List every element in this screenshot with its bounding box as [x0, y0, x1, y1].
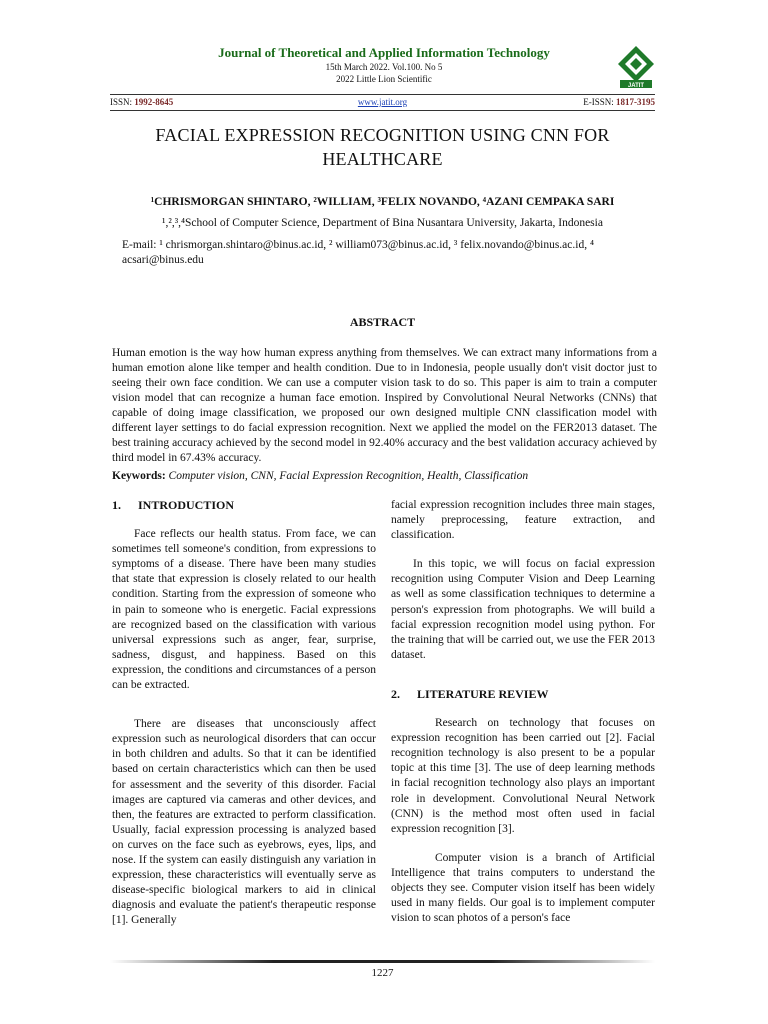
eissn: E-ISSN: 1817-3195 — [583, 97, 655, 107]
affiliation: ¹,²,³,⁴School of Computer Science, Department of Bina Nusantara University, Jakarta, Indonesia — [162, 217, 603, 229]
issue-date: 15th March 2022. Vol.100. No 5 — [325, 62, 443, 72]
publisher: 2022 Little Lion Scientific — [336, 74, 432, 84]
header-rule-2 — [110, 110, 655, 111]
logo-text: JATIT — [627, 83, 645, 89]
left-column — [112, 498, 376, 942]
intro-paragraph-4: In this topic, we will focus on facial expression recognition using Computer Vision and Deep Learning as well as some classification techniques to determine a person's expression from photographs. We will build a facial expression recognition model using python. For the training that will be carried out, we use the FER 2013 dataset. — [391, 558, 655, 661]
lit-paragraph-2: Computer vision is a branch of Artificial Intelligence that trains computers to understand the objects they see. Computer vision itself has been widely used in many fields. Our goal is to implement computer vision to scan photos of a person's face — [391, 851, 655, 925]
website-link[interactable]: www.jatit.org — [357, 97, 408, 107]
keywords-label: Keywords: — [112, 470, 166, 482]
intro-paragraph-1: Face reflects our health status. From face, we can sometimes tell someone's condition, from expressions to symptoms of a disease. There have been many studies that state that expression is closely related to our health condition. Starting from the expression of someone who in pain to someone who is energetic. Facial expressions are recognized based on the classification with various universal expressions such as anger, fear, surprise, sadness, disgust, and happiness. Based on this expression, the conditions and circumstances of a person can be extracted. — [112, 528, 376, 692]
email-line: E-mail: ¹ chrismorgan.shintaro@binus.ac.id, ² william073@binus.ac.id, ³ felix.novando@binus.ac.id, ⁴ acsari@binus.edu — [122, 239, 594, 266]
paper-title: FACIAL EXPRESSION RECOGNITION USING CNN FOR HEALTHCARE — [155, 125, 610, 169]
lit-paragraph-1: Research on technology that focuses on expression recognition has been carried out [2]. Facial recognition technology is also present to be a popular topic at this time [3]. The use of deep learning methods in facial recognition technology also plays an important role in development. Convolutional Neural Network (CNN) is the method most often used in facial expression recognition [3]. — [391, 717, 655, 835]
authors: ¹CHRISMORGAN SHINTARO, ²WILLIAM, ³FELIX NOVANDO, ⁴AZANI CEMPAKA SARI — [150, 196, 615, 208]
jatit-logo-icon — [616, 44, 656, 90]
keywords — [112, 470, 657, 482]
footer-rule — [110, 960, 655, 963]
page-number: 1227 — [371, 967, 394, 979]
section-heading-introduction: 1. INTRODUCTION — [112, 498, 235, 512]
intro-paragraph-3: facial expression recognition includes three main stages, namely preprocessing, feature extraction, and classification. — [391, 499, 655, 542]
header-rule — [110, 94, 655, 95]
journal-name: Journal of Theoretical and Applied Information Technology — [218, 45, 550, 60]
right-column — [391, 498, 655, 940]
abstract-heading: ABSTRACT — [349, 315, 416, 329]
abstract-text: Human emotion is the way how human express anything from themselves. We can extract many informations from a human emotion alone like temper and health condition. Due to in Indonesia, people usually don't visit doctor just to seeing their own face condition. We can use a computer vision task to do so. This paper is aim to train a computer vision model that can recognize a human face emotion. Inspired by Convolutional Neural Networks (CNNs) that capable of doing image classification, we proposed our own designed multiple CNN classification model with different layer settings to do facial expression recognition. Next we applied the model on the FER2013 dataset. The best training accuracy achieved by the second model in 92.40% accuracy and the best validation accuracy achieved by third model in 67.43% accuracy. — [112, 347, 657, 464]
keywords-value: Computer vision, CNN, Facial Expression Recognition, Health, Classification — [168, 470, 529, 482]
issn: ISSN: 1992-8645 — [110, 97, 174, 107]
intro-paragraph-2: There are diseases that unconsciously affect expression such as neurological disorders that can occur in both children and adults. So that it can be identified based on certain characteristics which can then be used for assessment and the severity of this disorder. Facial images are captured via cameras and other devices, and then, the features are extracted to perform classification. Usually, facial expression processing is analyzed based on curves on the face such as eyebrows, eyes, lips, and nose. If the system can easily distinguish any variation in expression, these characteristics will eventually serve as disease-specific biological markers to aid in clinical diagnosis and evaluate the patient's therapeutic response [1]. Generally — [112, 718, 376, 927]
section-heading-literature-review: 2. LITERATURE REVIEW — [391, 686, 549, 701]
